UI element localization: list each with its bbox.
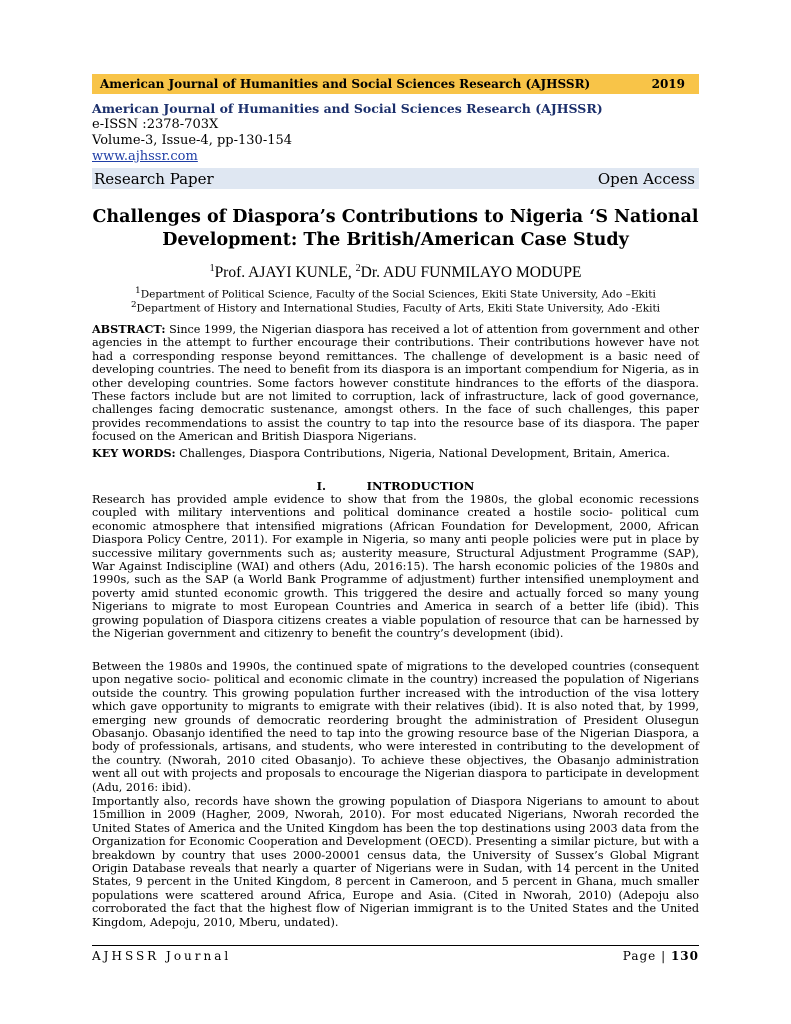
journal-header-bar: [92, 74, 699, 94]
affiliation-1-text: Department of Political Science, Faculty of the Social Sciences, Ekiti State University, Ado –Ekiti: [140, 288, 656, 301]
affiliation-2-sup: 2: [130, 300, 137, 310]
paper-type-label: Research Paper: [94, 169, 214, 188]
keywords: [92, 447, 699, 460]
paragraph-1: Research has provided ample evidence to show that from the 1980s, the global economic recessions coupled with military interventions and political dominance created a hostile socio- political cum economic atmosphere that intensified migrations (African Foundation for Development, 2000, African Diaspora Policy Centre, 2011). For example in Nigeria, so many anti people policies were put in place by successive military governments such as; austerity measure, Structural Adjustment Programme (SAP), War Against Indiscipline (WAI) and others (Adu, 2016:15). The harsh economic policies of the 1980s and 1990s, such as the SAP (a World Bank Programme of adjustment) further intensified unemployment and poverty amid stunted economic growth. This triggered the desire and actually forced so many young Nigerians to migrate to most European Countries and America in search of a better life (ibid). This growing population of Diaspora citizens creates a viable population of resource that can be harnessed by the Nigerian government and citizenry to benefit the country’s development (ibid).: [92, 493, 699, 641]
abstract-label: ABSTRACT:: [92, 322, 166, 336]
journal-url-link[interactable]: www.ajhssr.com: [92, 149, 198, 164]
footer-page-number: 130: [670, 949, 699, 963]
paragraph-2: Between the 1980s and 1990s, the continued spate of migrations to the developed countries (consequent upon negative socio- political and economic climate in the country) increased the population of Nigerians outside the country. This growing population further increased with the introduction of the visa lottery which gave opportunity to migrants to emigrate with their relatives (ibid). It is also noted that, by 1999, emerging new grounds of democratic reordering brought the administration of President Olusegun Obasanjo. Obasanjo identified the need to tap into the growing resource base of the Nigerian Diaspora, a body of professionals, artisans, and students, who were interested in contributing to the development of the country. (Nworah, 2010 cited Obasanjo). To achieve these objectives, the Obasanjo administration went all out with projects and proposals to encourage the Nigerian diaspora to participate in development (Adu, 2016: ibid).: [92, 660, 699, 794]
paper-title-line-2: Development: The British/American Case Study: [162, 230, 629, 250]
journal-meta: [92, 100, 699, 165]
footer-journal: AJHSSR Journal: [92, 949, 232, 963]
affiliation-2-text: Department of History and International Studies, Faculty of Arts, Ekiti State University, Ado -Ekiti: [136, 302, 661, 315]
section-heading: [92, 479, 699, 493]
page-footer: [92, 945, 699, 963]
footer-page-label: Page |: [622, 949, 671, 963]
keywords-label: KEY WORDS:: [92, 446, 176, 460]
affiliation-1-sup: 1: [135, 286, 141, 296]
author-2-sup: 2: [355, 263, 361, 274]
author-2: Dr. ADU FUNMILAYO MODUPE: [360, 264, 582, 282]
keywords-text: Challenges, Diaspora Contributions, Nigeria, National Development, Britain, America.: [175, 447, 670, 460]
affiliation-2: [92, 298, 699, 316]
journal-header-title: American Journal of Humanities and Social Sciences Research (AJHSSR): [100, 77, 591, 91]
paper-title: [92, 206, 699, 252]
author-line: [92, 263, 699, 282]
volume-issue: Volume-3, Issue-4, pp-130-154: [92, 133, 293, 148]
section-number: I.: [316, 479, 327, 493]
section-title: INTRODUCTION: [366, 479, 475, 493]
author-1: Prof. AJAYI KUNLE,: [214, 264, 356, 282]
issn: e-ISSN :2378-703X: [92, 117, 219, 132]
paper-title-line-1: Challenges of Diaspora’s Contributions to Nigeria ‘S National: [92, 207, 699, 227]
abstract: [92, 323, 699, 444]
access-label: Open Access: [597, 169, 695, 188]
paper-type-bar: [92, 168, 699, 189]
paragraph-3: Importantly also, records have shown the growing population of Diaspora Nigerians to amount to about 15million in 2009 (Hagher, 2009, Nworah, 2010). For most educated Nigerians, Nworah recorded the United States of America and the United Kingdom has been the top destinations using 2003 data from the Organization for Economic Cooperation and Development (OECD). Presenting a similar picture, but with a breakdown by country that uses 2000-20001 census data, the University of Sussex’s Global Migrant Origin Database reveals that nearly a quarter of Nigerians were in Sudan, with 14 percent in the United States, 9 percent in the United Kingdom, 8 percent in Cameroon, and 5 percent in Ghana, much smaller populations were scattered around Africa, Europe and Asia. (Cited in Nworah, 2010) (Adepoju also corroborated the fact that the highest flow of Nigerian immigrant is to the United States and the United Kingdom, Adepoju, 2010, Mberu, undated).: [92, 795, 699, 929]
journal-header-year: 2019: [651, 77, 685, 91]
author-1-sup: 1: [209, 263, 215, 274]
abstract-text: Since 1999, the Nigerian diaspora has received a lot of attention from government and other agencies in the attempt to further encourage their contributions. Their contributions however have not had a corresponding response beyond remittances. The challenge of development is a basic need of developing countries. The need to benefit from its diaspora is an important compendium for Nigeria, as in other developing countries. Some factors however constitute hindrances to the efforts of the diaspora. These factors include but are not limited to corruption, lack of infrastructure, lack of good governance, challenges facing democratic sustenance, amongst others. In the face of such challenges, this paper provides recommendations to assist the country to tap into the resource base of its diaspora. The paper focused on the American and British Diaspora Nigerians.: [92, 323, 699, 444]
journal-name: American Journal of Humanities and Social Sciences Research (AJHSSR): [92, 101, 603, 116]
footer-page: [623, 949, 699, 963]
